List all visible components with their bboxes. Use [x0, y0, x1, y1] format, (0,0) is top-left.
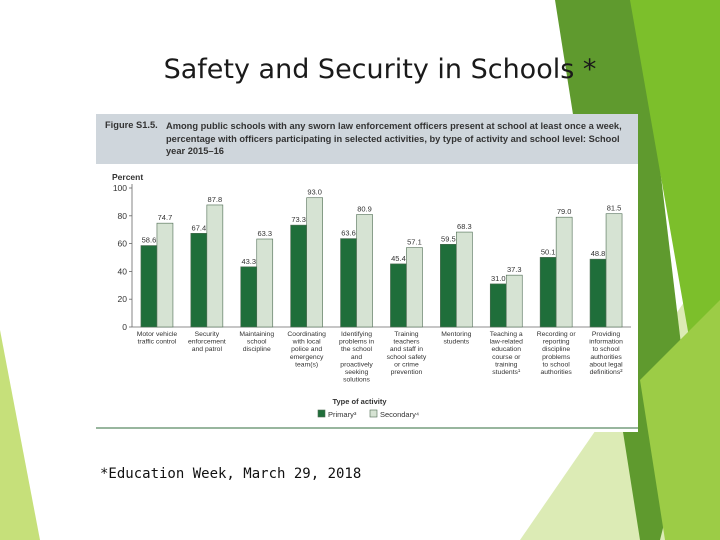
data-label: 74.7	[157, 213, 173, 223]
data-label: 67.4	[191, 223, 207, 233]
x-tick-label: Providing	[591, 331, 621, 338]
bar-secondary	[207, 205, 223, 327]
bar-primary	[341, 239, 357, 327]
x-tick-label: information	[589, 338, 623, 346]
bar-primary	[390, 264, 406, 327]
x-tick-label: authorities	[590, 353, 622, 361]
bar-primary	[440, 244, 456, 327]
deco-light-left	[0, 330, 40, 540]
x-tick-label: about legal	[589, 361, 623, 369]
x-tick-label: to school	[542, 361, 570, 369]
x-tick-label: problems in	[338, 338, 375, 346]
bar-primary	[241, 267, 257, 327]
bar-secondary	[157, 223, 173, 327]
legend-label-secondary: Secondary⁴	[380, 410, 420, 419]
y-tick-label: 100	[112, 183, 127, 193]
data-label: 45.4	[391, 253, 406, 263]
bar-chart	[96, 164, 638, 432]
x-tick-label: Recording or	[536, 331, 576, 338]
x-tick-label: and patrol	[191, 346, 222, 354]
x-tick-label: discipline	[542, 346, 571, 354]
x-tick-label: teachers	[393, 338, 420, 346]
x-tick-label: and	[350, 353, 363, 361]
x-tick-label: emergency	[289, 353, 324, 361]
x-tick-label: with local	[292, 338, 321, 346]
x-tick-label: Security	[194, 331, 220, 338]
x-tick-label: Maintaining	[239, 331, 275, 338]
x-tick-label: problems	[542, 353, 571, 361]
legend-label-primary: Primary³	[328, 410, 357, 419]
bar-secondary	[357, 215, 373, 327]
y-tick-label: 40	[117, 266, 127, 277]
x-tick-label: school	[246, 338, 267, 346]
x-tick-label: to school	[592, 346, 620, 354]
data-label: 59.5	[441, 234, 456, 244]
y-tick-label: 0	[122, 322, 127, 332]
data-label: 48.8	[590, 249, 606, 259]
source-footnote: *Education Week, March 29, 2018	[100, 466, 362, 482]
bar-secondary	[257, 239, 273, 327]
bar-primary	[141, 246, 157, 327]
x-tick-label: discipline	[242, 346, 271, 354]
x-tick-label: solutions	[343, 376, 370, 384]
data-label: 68.3	[457, 222, 472, 232]
x-tick-label: Training	[394, 331, 419, 338]
figure-caption: Among public schools with any sworn law enforcement officers present at school at least once a week, percentage with officers participating in selected activities, by type of activity and school level: School year 2015–16	[166, 121, 622, 156]
data-label: 58.6	[141, 235, 157, 245]
x-tick-label: law-related	[489, 338, 523, 346]
x-axis-label: Type of activity	[332, 397, 387, 406]
bar-primary	[540, 257, 556, 327]
data-label: 31.0	[490, 273, 506, 283]
data-label: 37.3	[506, 265, 522, 275]
x-tick-label: Motor vehicle	[136, 331, 178, 338]
x-tick-label: definitions²	[589, 369, 623, 376]
x-tick-label: or crime	[394, 361, 419, 369]
x-tick-label: team(s)	[295, 361, 319, 369]
x-tick-label: education	[491, 346, 521, 354]
data-label: 43.3	[241, 256, 257, 266]
data-label: 63.3	[257, 229, 273, 239]
data-label: 93.0	[307, 187, 322, 197]
y-tick-label: 80	[117, 210, 127, 221]
slide-title: Safety and Security in Schools *	[163, 54, 597, 85]
bar-secondary	[606, 214, 622, 327]
x-tick-label: students¹	[492, 369, 521, 376]
data-label: 63.6	[341, 228, 356, 238]
y-tick-label: 60	[117, 238, 127, 249]
x-tick-label: reporting	[542, 338, 570, 346]
y-axis-label: Percent	[112, 172, 144, 182]
x-tick-label: Coordinating	[287, 331, 326, 338]
x-tick-label: Identifying	[341, 331, 373, 338]
bar-primary	[191, 233, 207, 327]
data-label: 87.8	[207, 194, 223, 204]
x-tick-label: authorities	[540, 369, 572, 376]
bar-primary	[490, 284, 506, 327]
data-label: 79.0	[556, 207, 572, 217]
x-tick-label: students	[443, 338, 470, 346]
x-tick-label: prevention	[390, 369, 423, 376]
x-tick-label: and staff in	[389, 346, 424, 354]
x-tick-label: course or	[492, 353, 521, 361]
legend-swatch-primary	[318, 410, 325, 417]
bar-primary	[590, 259, 606, 327]
legend-swatch-secondary	[370, 410, 377, 417]
x-tick-label: the school	[341, 346, 373, 354]
figure-label: Figure S1.5.	[105, 120, 158, 130]
bar-secondary	[406, 248, 422, 327]
bar-secondary	[456, 232, 472, 327]
data-label: 50.1	[540, 247, 556, 257]
bar-secondary	[307, 198, 323, 327]
bar-secondary	[556, 217, 572, 327]
x-tick-label: training	[495, 361, 518, 369]
x-tick-label: Mentoring	[441, 331, 472, 338]
x-tick-label: proactively	[340, 361, 373, 369]
y-tick-label: 20	[117, 294, 127, 305]
data-label: 80.9	[357, 204, 372, 214]
x-tick-label: school safety	[386, 353, 427, 361]
x-tick-label: Teaching a	[489, 331, 523, 338]
x-tick-label: seeking	[344, 369, 369, 376]
x-tick-label: police and	[291, 346, 323, 354]
data-label: 81.5	[606, 203, 622, 213]
figure	[96, 114, 638, 432]
x-tick-label: traffic control	[137, 338, 177, 346]
data-label: 73.3	[291, 215, 306, 225]
data-label: 57.1	[407, 237, 422, 247]
x-tick-label: enforcement	[187, 338, 226, 346]
bar-secondary	[506, 275, 522, 327]
figure-header	[96, 114, 638, 164]
bar-primary	[291, 225, 307, 327]
